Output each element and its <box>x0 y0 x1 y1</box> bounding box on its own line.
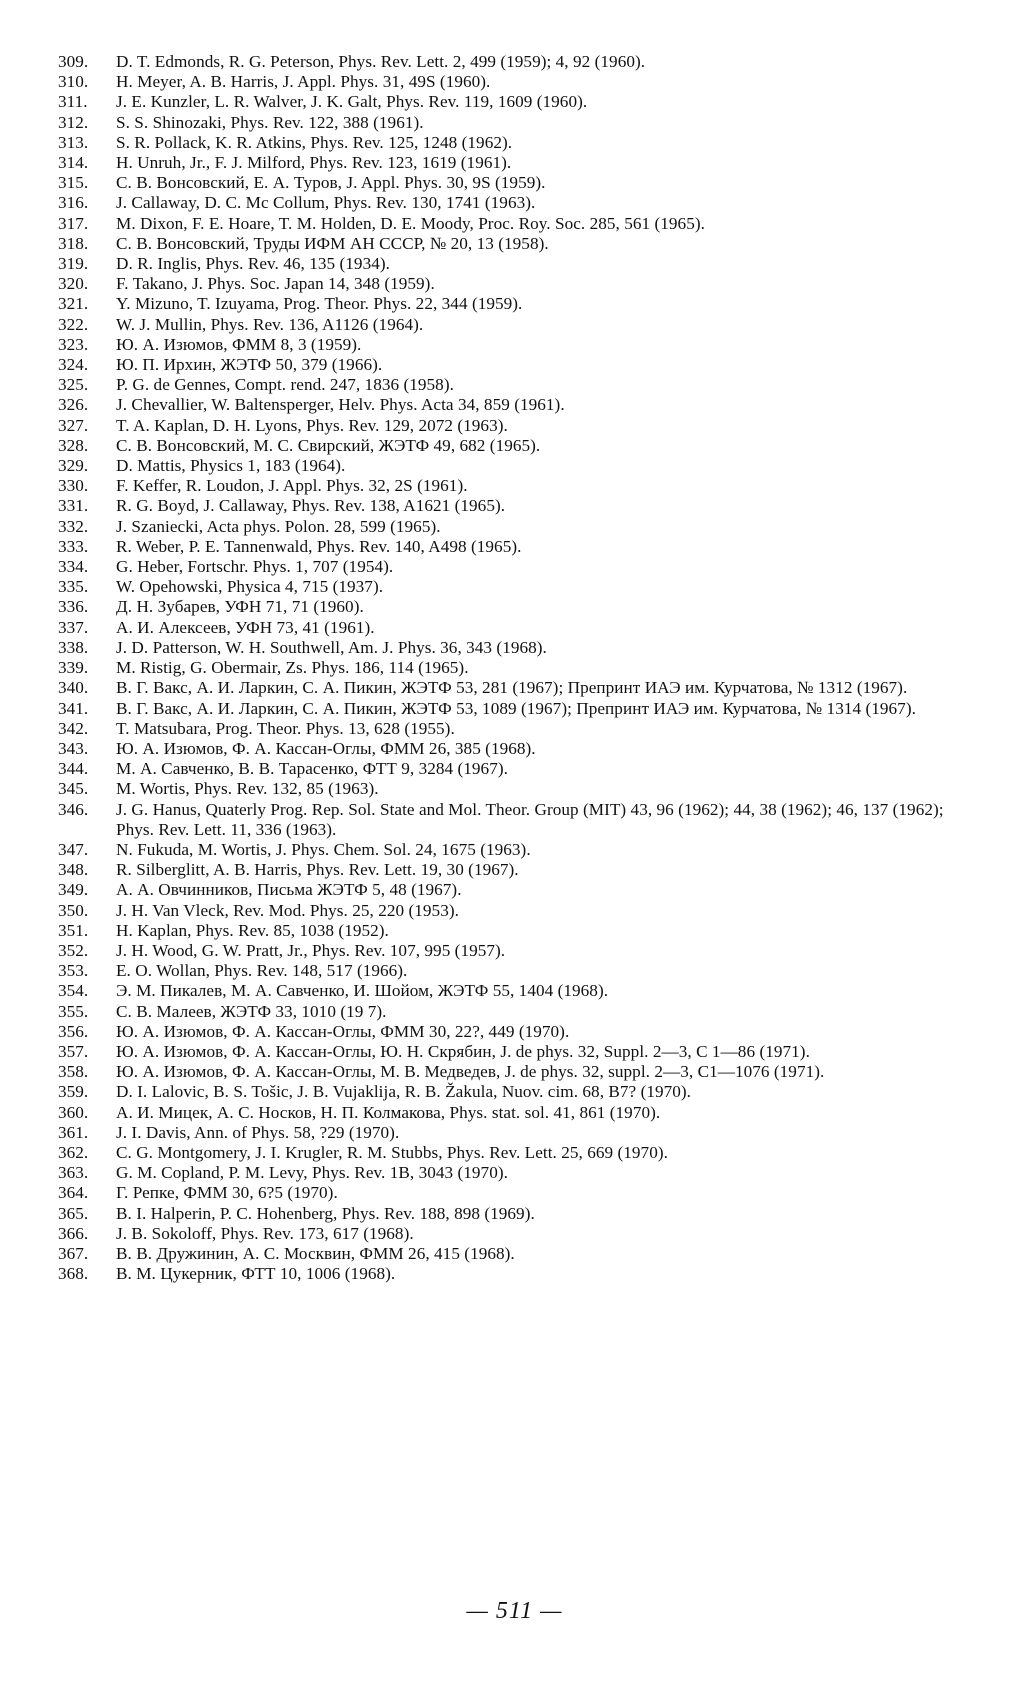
reference-number: 359. <box>58 1082 89 1102</box>
page-number: — 511 — <box>466 1598 563 1624</box>
reference-number: 365. <box>58 1203 89 1223</box>
reference-number: 311. <box>58 92 88 112</box>
reference-item <box>58 375 963 395</box>
reference-text: T. A. Kaplan, D. H. Lyons, Phys. Rev. 129, 2072 (1963). <box>116 415 508 435</box>
reference-item <box>58 1103 963 1123</box>
reference-text: С. В. Вонсовский, Е. А. Туров, J. Appl. Phys. 30, 9S (1959). <box>116 173 546 193</box>
reference-number: 331. <box>58 496 89 516</box>
reference-number: 313. <box>58 132 89 152</box>
reference-text: M. Dixon, F. E. Hoare, T. M. Holden, D. E. Moody, Proc. Roy. Soc. 285, 561 (1965). <box>116 213 705 233</box>
reference-text: H. Kaplan, Phys. Rev. 85, 1038 (1952). <box>116 920 389 940</box>
reference-text: Э. М. Пикалев, М. А. Савченко, И. Шойом, ЖЭТФ 55, 1404 (1968). <box>116 981 609 1001</box>
reference-item <box>58 1002 963 1022</box>
reference-text: С. В. Малеев, ЖЭТФ 33, 1010 (19 7). <box>116 1001 387 1021</box>
reference-number: 327. <box>58 415 89 435</box>
reference-text: D. I. Lalovic, B. S. Tošic, J. B. Vujaklija, R. B. Žakula, Nuov. cim. 68, B7? (1970). <box>116 1082 692 1102</box>
reference-list <box>58 52 963 1284</box>
reference-number: 345. <box>58 779 89 799</box>
reference-text: J. D. Patterson, W. H. Southwell, Am. J. Phys. 36, 343 (1968). <box>116 637 547 657</box>
reference-item <box>58 72 963 92</box>
reference-text: D. Mattis, Physics 1, 183 (1964). <box>116 456 346 476</box>
reference-number: 326. <box>58 395 89 415</box>
reference-item <box>58 1042 963 1062</box>
reference-item <box>58 315 963 335</box>
reference-number: 363. <box>58 1163 89 1183</box>
reference-item <box>58 496 963 516</box>
reference-text: А. И. Алексеев, УФН 73, 41 (1961). <box>116 617 375 637</box>
reference-item <box>58 1062 963 1082</box>
reference-text: Д. Н. Зубарев, УФН 71, 71 (1960). <box>116 597 364 617</box>
reference-number: 325. <box>58 375 89 395</box>
reference-number: 320. <box>58 274 89 294</box>
reference-item <box>58 860 963 880</box>
reference-number: 360. <box>58 1102 89 1122</box>
reference-number: 328. <box>58 435 89 455</box>
reference-item <box>58 1143 963 1163</box>
reference-number: 354. <box>58 981 89 1001</box>
reference-number: 348. <box>58 860 89 880</box>
reference-item <box>58 941 963 961</box>
reference-item <box>58 254 963 274</box>
reference-text: P. G. de Gennes, Compt. rend. 247, 1836 (1958). <box>116 375 454 395</box>
reference-text: H. Meyer, A. B. Harris, J. Appl. Phys. 31, 49S (1960). <box>116 72 491 92</box>
reference-item <box>58 1163 963 1183</box>
reference-text: J. I. Davis, Ann. of Phys. 58, ?29 (1970). <box>116 1122 400 1142</box>
reference-text: E. O. Wollan, Phys. Rev. 148, 517 (1966). <box>116 961 408 981</box>
reference-item <box>58 1204 963 1224</box>
reference-text: W. Opehowski, Physica 4, 715 (1937). <box>116 577 384 597</box>
reference-number: 314. <box>58 153 89 173</box>
reference-number: 352. <box>58 940 89 960</box>
reference-item <box>58 335 963 355</box>
reference-number: 323. <box>58 334 89 354</box>
reference-number: 344. <box>58 759 89 779</box>
reference-number: 358. <box>58 1062 89 1082</box>
reference-number: 351. <box>58 920 89 940</box>
reference-text: D. R. Inglis, Phys. Rev. 46, 135 (1934). <box>116 254 390 274</box>
reference-text: F. Keffer, R. Loudon, J. Appl. Phys. 32, 2S (1961). <box>116 476 468 496</box>
reference-number: 361. <box>58 1122 89 1142</box>
reference-item <box>58 901 963 921</box>
reference-item <box>58 961 963 981</box>
reference-text: Ю. А. Изюмов, Ф. А. Кассан-Оглы, ФММ 30, 22?, 449 (1970). <box>116 1021 570 1041</box>
reference-number: 309. <box>58 52 89 71</box>
reference-item <box>58 1022 963 1042</box>
reference-item <box>58 395 963 415</box>
reference-text: А. А. Овчинников, Письма ЖЭТФ 5, 48 (1967). <box>116 880 462 900</box>
reference-item <box>58 153 963 173</box>
reference-text: J. B. Sokoloff, Phys. Rev. 173, 617 (1968). <box>116 1223 414 1243</box>
reference-number: 330. <box>58 476 89 496</box>
reference-text: J. H. Van Vleck, Rev. Mod. Phys. 25, 220 (1953). <box>116 900 459 920</box>
reference-text: М. А. Савченко, В. В. Тарасенко, ФТТ 9, 3284 (1967). <box>116 759 508 779</box>
reference-number: 350. <box>58 900 89 920</box>
reference-item <box>58 436 963 456</box>
reference-text: M. Ristig, G. Obermair, Zs. Phys. 186, 114 (1965). <box>116 658 469 678</box>
reference-item <box>58 173 963 193</box>
reference-number: 318. <box>58 233 89 253</box>
reference-number: 334. <box>58 557 89 577</box>
reference-item <box>58 416 963 436</box>
reference-item <box>58 355 963 375</box>
reference-item <box>58 214 963 234</box>
reference-number: 321. <box>58 294 89 314</box>
reference-number: 342. <box>58 718 89 738</box>
reference-number: 324. <box>58 355 89 375</box>
reference-text: Г. Репке, ФММ 30, 6?5 (1970). <box>116 1183 338 1203</box>
reference-number: 312. <box>58 112 89 132</box>
reference-number: 340. <box>58 678 89 698</box>
reference-text: В. Г. Вакс, А. И. Ларкин, С. А. Пикин, ЖЭТФ 53, 281 (1967); Препринт ИАЭ им. Курчатова, № 1312 (1967). <box>116 678 908 698</box>
reference-number: 316. <box>58 193 89 213</box>
reference-item <box>58 1123 963 1143</box>
reference-text: J. E. Kunzler, L. R. Walver, J. K. Galt, Phys. Rev. 119, 1609 (1960). <box>116 92 588 112</box>
reference-item <box>58 234 963 254</box>
reference-text: R. Weber, P. E. Tannenwald, Phys. Rev. 140, A498 (1965). <box>116 536 522 556</box>
reference-item <box>58 113 963 133</box>
reference-number: 338. <box>58 637 89 657</box>
reference-text: T. Matsubara, Prog. Theor. Phys. 13, 628 (1955). <box>116 718 455 738</box>
reference-text: R. Silberglitt, A. B. Harris, Phys. Rev. Lett. 19, 30 (1967). <box>116 860 519 880</box>
reference-text: G. M. Copland, P. M. Levy, Phys. Rev. 1B, 3043 (1970). <box>116 1163 508 1183</box>
reference-text: Y. Mizuno, T. Izuyama, Prog. Theor. Phys. 22, 344 (1959). <box>116 294 523 314</box>
reference-number: 341. <box>58 698 89 718</box>
reference-text: В. В. Дружинин, А. С. Москвин, ФММ 26, 415 (1968). <box>116 1243 515 1263</box>
reference-item <box>58 921 963 941</box>
reference-text: J. H. Wood, G. W. Pratt, Jr., Phys. Rev. 107, 995 (1957). <box>116 940 506 960</box>
reference-item <box>58 294 963 314</box>
reference-text: J. Chevallier, W. Baltensperger, Helv. Phys. Acta 34, 859 (1961). <box>116 395 565 415</box>
reference-number: 364. <box>58 1183 89 1203</box>
reference-item <box>58 719 963 739</box>
reference-text: C. G. Montgomery, J. I. Krugler, R. M. Stubbs, Phys. Rev. Lett. 25, 669 (1970). <box>116 1142 668 1162</box>
reference-text: B. I. Halperin, P. C. Hohenberg, Phys. Rev. 188, 898 (1969). <box>116 1203 535 1223</box>
reference-number: 343. <box>58 738 89 758</box>
reference-item <box>58 193 963 213</box>
reference-text: В. Г. Вакс, А. И. Ларкин, С. А. Пикин, ЖЭТФ 53, 1089 (1967); Препринт ИАЭ им. Курчатова, № 1314 (1967). <box>116 698 916 718</box>
reference-item <box>58 1082 963 1102</box>
reference-number: 336. <box>58 597 89 617</box>
reference-item <box>58 1183 963 1203</box>
reference-item <box>58 699 963 719</box>
reference-text: M. Wortis, Phys. Rev. 132, 85 (1963). <box>116 779 379 799</box>
reference-item <box>58 577 963 597</box>
reference-item <box>58 537 963 557</box>
reference-number: 310. <box>58 72 89 92</box>
reference-number: 339. <box>58 658 89 678</box>
reference-item <box>58 557 963 577</box>
reference-number: 366. <box>58 1223 89 1243</box>
reference-text: F. Takano, J. Phys. Soc. Japan 14, 348 (1959). <box>116 274 435 294</box>
reference-text: С. В. Вонсовский, Труды ИФМ АН СССР, № 20, 13 (1958). <box>116 233 549 253</box>
reference-text: N. Fukuda, M. Wortis, J. Phys. Chem. Sol. 24, 1675 (1963). <box>116 839 531 859</box>
reference-number: 357. <box>58 1041 89 1061</box>
reference-number: 337. <box>58 617 89 637</box>
reference-text: Ю. П. Ирхин, ЖЭТФ 50, 379 (1966). <box>116 355 383 375</box>
reference-text: S. R. Pollack, K. R. Atkins, Phys. Rev. 125, 1248 (1962). <box>116 132 513 152</box>
reference-text: Ю. А. Изюмов, Ф. А. Кассан-Оглы, Ю. Н. Скрябин, J. de phys. 32, Suppl. 2—3, C 1—86 (1971). <box>116 1041 810 1061</box>
reference-item <box>58 1244 963 1264</box>
reference-item <box>58 133 963 153</box>
reference-number: 317. <box>58 213 89 233</box>
reference-number: 335. <box>58 577 89 597</box>
reference-number: 315. <box>58 173 89 193</box>
reference-number: 368. <box>58 1264 89 1284</box>
reference-number: 355. <box>58 1001 89 1021</box>
reference-item <box>58 840 963 860</box>
reference-number: 356. <box>58 1021 89 1041</box>
reference-item <box>58 759 963 779</box>
reference-number: 319. <box>58 254 89 274</box>
reference-text: G. Heber, Fortschr. Phys. 1, 707 (1954). <box>116 557 394 577</box>
reference-item <box>58 52 963 72</box>
reference-item <box>58 618 963 638</box>
reference-item <box>58 800 963 840</box>
reference-text: W. J. Mullin, Phys. Rev. 136, A1126 (1964). <box>116 314 424 334</box>
reference-item <box>58 92 963 112</box>
reference-number: 362. <box>58 1142 89 1162</box>
reference-item <box>58 476 963 496</box>
reference-text: Ю. А. Изюмов, Ф. А. Кассан-Оглы, ФММ 26, 385 (1968). <box>116 738 536 758</box>
reference-item <box>58 597 963 617</box>
reference-text: S. S. Shinozaki, Phys. Rev. 122, 388 (1961). <box>116 112 424 132</box>
reference-number: 333. <box>58 536 89 556</box>
reference-number: 332. <box>58 516 89 536</box>
reference-item <box>58 456 963 476</box>
reference-item <box>58 739 963 759</box>
reference-item <box>58 981 963 1001</box>
reference-item <box>58 779 963 799</box>
reference-number: 346. <box>58 799 89 819</box>
reference-text: J. Callaway, D. C. Mc Collum, Phys. Rev. 130, 1741 (1963). <box>116 193 536 213</box>
reference-text: J. G. Hanus, Quaterly Prog. Rep. Sol. State and Mol. Theor. Group (MIT) 43, 96 (1962); 44, 38 (1962); 46, 137 (1962); Phys. Rev. Lett. 11, 336 (1963). <box>116 799 944 839</box>
reference-text: H. Unruh, Jr., F. J. Milford, Phys. Rev. 123, 1619 (1961). <box>116 153 512 173</box>
reference-item <box>58 1264 963 1284</box>
reference-item <box>58 880 963 900</box>
reference-number: 322. <box>58 314 89 334</box>
reference-text: J. Szaniecki, Acta phys. Polon. 28, 599 (1965). <box>116 516 441 536</box>
reference-text: D. T. Edmonds, R. G. Peterson, Phys. Rev. Lett. 2, 499 (1959); 4, 92 (1960). <box>116 52 646 71</box>
reference-item <box>58 678 963 698</box>
reference-text: В. М. Цукерник, ФТТ 10, 1006 (1968). <box>116 1264 396 1284</box>
reference-text: R. G. Boyd, J. Callaway, Phys. Rev. 138, A1621 (1965). <box>116 496 506 516</box>
reference-text: Ю. А. Изюмов, Ф. А. Кассан-Оглы, М. В. Медведев, J. de phys. 32, suppl. 2—3, C1—1076 (1971). <box>116 1062 825 1082</box>
reference-text: А. И. Мицек, А. С. Носков, Н. П. Колмакова, Phys. stat. sol. 41, 861 (1970). <box>116 1102 661 1122</box>
reference-item <box>58 658 963 678</box>
reference-item <box>58 1224 963 1244</box>
reference-item <box>58 274 963 294</box>
reference-number: 349. <box>58 880 89 900</box>
reference-text: Ю. А. Изюмов, ФММ 8, 3 (1959). <box>116 334 362 354</box>
reference-number: 329. <box>58 456 89 476</box>
reference-number: 353. <box>58 961 89 981</box>
reference-number: 347. <box>58 839 89 859</box>
reference-text: С. В. Вонсовский, М. С. Свирский, ЖЭТФ 49, 682 (1965). <box>116 435 541 455</box>
reference-item <box>58 517 963 537</box>
reference-item <box>58 638 963 658</box>
reference-number: 367. <box>58 1243 89 1263</box>
